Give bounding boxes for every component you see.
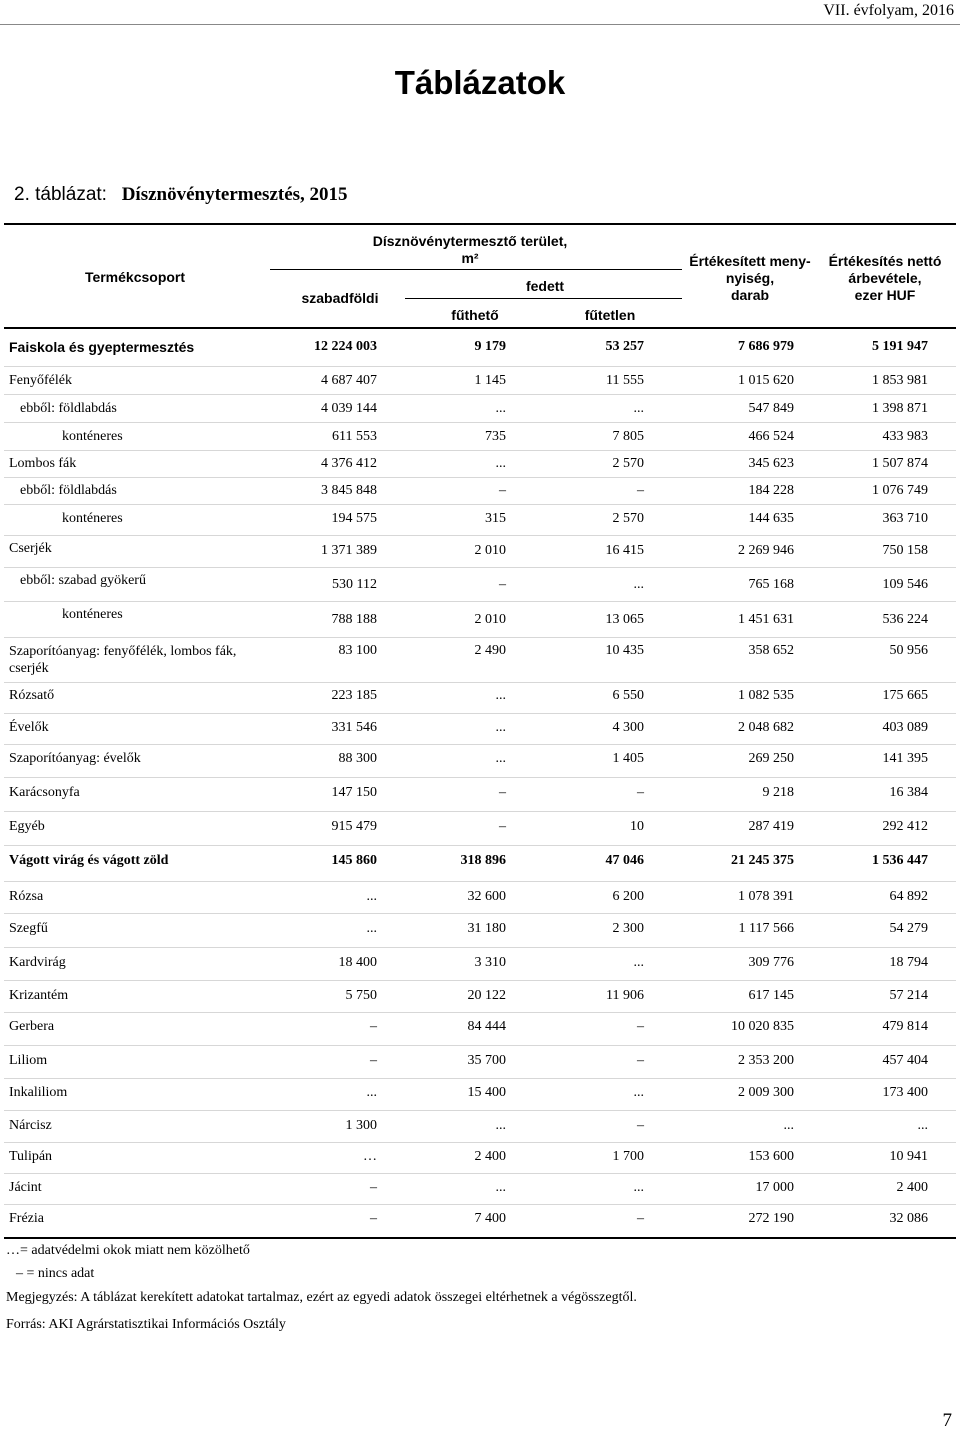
cell-futheto: – [499,785,506,800]
cell-mennyiseg: 1 015 620 [738,373,794,388]
cell-arbevetel: 16 384 [889,785,928,800]
cell-futetlen: – [637,1019,644,1034]
header-area-unit: m² [461,250,479,266]
cell-szabadfoldi: 83 100 [338,643,377,658]
cell-futetlen: 10 435 [605,643,644,658]
cell-futetlen: 53 257 [605,339,644,354]
journal-volume: VII. évfolyam, 2016 [823,2,954,19]
cell-arbevetel: ... [917,1118,928,1133]
cell-futetlen: – [637,1053,644,1068]
cell-mennyiseg: 184 228 [748,483,794,498]
row-divider [4,1142,956,1143]
cell-futheto: 318 896 [460,853,506,868]
cell-futheto: 735 [485,429,506,444]
cell-szabadfoldi: 4 376 412 [321,456,377,471]
cell-mennyiseg: 269 250 [748,751,794,766]
cell-arbevetel: 536 224 [882,612,928,627]
row-label: Rózsa [9,889,44,904]
cell-futetlen: – [637,1118,644,1133]
table-bottom-rule [4,1237,956,1239]
cell-futheto: ... [495,1118,506,1133]
row-divider [4,477,956,478]
cell-szabadfoldi: 915 479 [331,819,377,834]
cell-szabadfoldi: – [370,1211,377,1226]
cell-mennyiseg: 144 635 [748,511,794,526]
cell-mennyiseg: 153 600 [748,1149,794,1164]
row-label: Faiskola és gyeptermesztés [9,339,195,355]
cell-futheto: 15 400 [467,1085,506,1100]
header-rev-line-3: ezer HUF [854,287,916,303]
cell-szabadfoldi: 1 300 [345,1118,377,1133]
header-rev-line-2: árbevétele, [848,270,922,286]
header-arbevetel [810,253,960,304]
cell-futetlen: – [637,1211,644,1226]
cell-arbevetel: 109 546 [882,577,928,592]
row-label: Nárcisz [9,1118,52,1133]
cell-mennyiseg: 287 419 [748,819,794,834]
cell-arbevetel: 10 941 [889,1149,928,1164]
row-label: Kardvirág [9,955,66,970]
cell-futetlen: 11 555 [606,373,644,388]
cell-mennyiseg: 1 451 631 [738,612,794,627]
cell-futheto: 315 [485,511,506,526]
cell-futetlen: 4 300 [612,720,644,735]
cell-mennyiseg: 2 353 200 [738,1053,794,1068]
row-divider [4,1012,956,1013]
cell-futheto: – [499,483,506,498]
row-divider [4,450,956,451]
cell-szabadfoldi: – [370,1019,377,1034]
cell-arbevetel: 1 076 749 [872,483,928,498]
cell-futetlen: ... [633,955,644,970]
cell-futetlen: ... [633,577,644,592]
cell-arbevetel: 403 089 [882,720,928,735]
cell-futetlen: ... [633,401,644,416]
cell-szabadfoldi: 223 185 [331,688,377,703]
row-divider [4,913,956,914]
cell-mennyiseg: 547 849 [748,401,794,416]
row-divider [4,567,956,568]
page-title: Táblázatok [394,64,566,101]
cell-futetlen: 47 046 [605,853,644,868]
cell-futetlen: 13 065 [605,612,644,627]
cell-szabadfoldi: 4 687 407 [321,373,377,388]
row-label: Évelők [9,720,49,735]
row-label: Fenyőfélék [9,373,72,388]
row-divider [4,504,956,505]
cell-mennyiseg: ... [783,1118,794,1133]
cell-arbevetel: 1 507 874 [872,456,928,471]
cell-mennyiseg: 2 048 682 [738,720,794,735]
table-caption [14,184,348,206]
row-label: Lombos fák [9,456,77,471]
cell-futheto: 31 180 [467,921,506,936]
cell-futheto: ... [495,720,506,735]
row-divider [4,637,956,638]
header-futheto: fűthető [451,307,499,323]
header-fedett: fedett [525,278,565,294]
row-divider [4,394,956,395]
cell-mennyiseg: 765 168 [748,577,794,592]
cell-futheto: 9 179 [474,339,506,354]
cell-futetlen: ... [633,1180,644,1195]
cell-szabadfoldi: 611 553 [332,429,377,444]
cell-futheto: ... [495,1180,506,1195]
cell-futetlen: 6 550 [612,688,644,703]
row-label: ebből: szabad gyökerű [20,573,146,588]
table-top-rule [4,223,956,225]
header-qty-line-2: nyiség, [725,270,775,286]
cell-arbevetel: 363 710 [882,511,928,526]
cell-szabadfoldi: 5 750 [345,988,377,1003]
cell-szabadfoldi: 1 371 389 [321,543,377,558]
cell-futheto: 84 444 [467,1019,506,1034]
header-futetlen: fűtetlen [584,307,636,323]
cell-mennyiseg: 1 117 566 [738,921,794,936]
table-header-bottom-rule [4,327,956,329]
header-area-label: Dísznövénytermesztő terület, [372,233,568,249]
row-label: Jácint [9,1180,42,1195]
cell-szabadfoldi: 18 400 [338,955,377,970]
cell-futheto: 2 010 [474,543,506,558]
cell-mennyiseg: 1 082 535 [738,688,794,703]
cell-mennyiseg: 345 623 [748,456,794,471]
cell-arbevetel: 433 983 [882,429,928,444]
cell-futetlen: ... [633,1085,644,1100]
row-label: Egyéb [9,819,45,834]
cell-futheto: 2 490 [474,643,506,658]
row-divider [4,682,956,683]
cell-futheto: 2 400 [474,1149,506,1164]
cell-arbevetel: 750 158 [882,543,928,558]
cell-arbevetel: 292 412 [882,819,928,834]
cell-futetlen: 11 906 [606,988,644,1003]
note-source: Forrás: AKI Agrárstatisztikai Információs Osztály [6,1317,286,1332]
cell-futetlen: – [637,483,644,498]
cell-futheto: 3 310 [474,955,506,970]
cell-szabadfoldi: 145 860 [331,853,377,868]
cell-futheto: – [499,819,506,834]
cell-szabadfoldi: 12 224 003 [314,339,377,354]
row-divider [4,811,956,812]
cell-futetlen: 16 415 [605,543,644,558]
note-rounding: Megjegyzés: A táblázat kerekített adatokat tartalmaz, ezért az egyedi adatok összegei eltérhetnek a végösszegtől. [6,1290,637,1305]
cell-szabadfoldi: ... [366,1085,377,1100]
row-divider [4,1173,956,1174]
row-label: Tulipán [9,1149,53,1164]
cell-szabadfoldi: … [363,1149,377,1164]
cell-szabadfoldi: 530 112 [332,577,377,592]
row-divider [4,777,956,778]
row-divider [4,601,956,602]
row-divider [4,980,956,981]
cell-szabadfoldi: 194 575 [331,511,377,526]
cell-mennyiseg: 272 190 [748,1211,794,1226]
row-label: Szaporítóanyag: évelők [9,751,141,766]
cell-mennyiseg: 2 009 300 [738,1085,794,1100]
cell-futheto: 32 600 [467,889,506,904]
table-title: Dísznövénytermesztés, 2015 [121,184,348,205]
cell-futheto: – [499,577,506,592]
note-confidential: …= adatvédelmi okok miatt nem közölhető [6,1243,250,1258]
cell-futetlen: 7 805 [612,429,644,444]
page-number: 7 [942,1410,952,1431]
row-divider [4,1204,956,1205]
row-label: Liliom [9,1053,48,1068]
row-label: Rózsatő [9,688,55,703]
cell-mennyiseg: 466 524 [748,429,794,444]
header-termekcsoport: Termékcsoport [84,269,186,285]
row-label: Vágott virág és vágott zöld [9,853,169,868]
header-fedett-underline [405,298,682,299]
table-number: 2. táblázat: [14,184,107,205]
cell-futetlen: 10 [630,819,644,834]
cell-szabadfoldi: 3 845 848 [321,483,377,498]
row-divider [4,713,956,714]
note-no-data: – = nincs adat [16,1266,95,1281]
row-divider [4,366,956,367]
cell-futheto: 1 145 [474,373,506,388]
cell-szabadfoldi: 331 546 [331,720,377,735]
cell-futheto: 20 122 [467,988,506,1003]
cell-arbevetel: 50 956 [889,643,928,658]
header-area [370,233,570,267]
cell-futetlen: 2 570 [612,511,644,526]
row-label: Gerbera [9,1019,55,1034]
cell-arbevetel: 175 665 [882,688,928,703]
cell-mennyiseg: 358 652 [748,643,794,658]
cell-szabadfoldi: 4 039 144 [321,401,377,416]
row-divider [4,845,956,846]
row-divider [4,535,956,536]
row-label: Frézia [9,1211,44,1226]
cell-mennyiseg: 617 145 [748,988,794,1003]
cell-mennyiseg: 10 020 835 [731,1019,794,1034]
header-rule [0,24,960,25]
row-label: Szegfű [9,921,48,936]
cell-arbevetel: 1 536 447 [872,853,928,868]
cell-szabadfoldi: 147 150 [331,785,377,800]
cell-mennyiseg: 9 218 [762,785,794,800]
cell-arbevetel: 18 794 [889,955,928,970]
header-qty-line-3: darab [730,287,770,303]
row-label: konténeres [62,511,123,526]
cell-mennyiseg: 17 000 [755,1180,794,1195]
cell-futheto: ... [495,456,506,471]
cell-arbevetel: 64 892 [889,889,928,904]
row-label: Szaporítóanyag: fenyőfélék, lombos fák, cserjék [9,644,237,676]
row-divider [4,1045,956,1046]
cell-mennyiseg: 2 269 946 [738,543,794,558]
cell-futetlen: 2 300 [612,921,644,936]
cell-mennyiseg: 7 686 979 [738,339,794,354]
cell-futheto: 2 010 [474,612,506,627]
cell-futheto: ... [495,688,506,703]
cell-arbevetel: 1 853 981 [872,373,928,388]
header-szabadfoldi: szabadföldi [301,290,379,306]
cell-futetlen: 6 200 [612,889,644,904]
row-label: konténeres [62,429,123,444]
cell-mennyiseg: 309 776 [748,955,794,970]
row-divider [4,947,956,948]
row-divider [4,1110,956,1111]
cell-szabadfoldi: – [370,1053,377,1068]
cell-arbevetel: 141 395 [882,751,928,766]
row-label: Inkaliliom [9,1085,68,1100]
row-label: Krizantém [9,988,69,1003]
cell-futetlen: 2 570 [612,456,644,471]
row-divider [4,1078,956,1079]
cell-szabadfoldi: 788 188 [331,612,377,627]
cell-futheto: ... [495,751,506,766]
cell-futetlen: 1 405 [612,751,644,766]
cell-arbevetel: 5 191 947 [872,339,928,354]
cell-arbevetel: 457 404 [882,1053,928,1068]
cell-szabadfoldi: 88 300 [338,751,377,766]
cell-szabadfoldi: – [370,1180,377,1195]
cell-futheto: 7 400 [474,1211,506,1226]
cell-arbevetel: 32 086 [889,1211,928,1226]
cell-mennyiseg: 21 245 375 [731,853,794,868]
header-qty-line-1: Értékesített meny- [689,253,811,269]
cell-futetlen: – [637,785,644,800]
cell-szabadfoldi: ... [366,889,377,904]
cell-szabadfoldi: ... [366,921,377,936]
header-rev-line-1: Értékesítés nettó [828,253,942,269]
cell-futheto: ... [495,401,506,416]
cell-futheto: 35 700 [467,1053,506,1068]
row-divider [4,881,956,882]
cell-mennyiseg: 1 078 391 [738,889,794,904]
cell-arbevetel: 479 814 [882,1019,928,1034]
header-ertekesitett-mennyiseg [680,253,820,304]
row-label: ebből: földlabdás [20,401,117,416]
cell-arbevetel: 173 400 [882,1085,928,1100]
cell-arbevetel: 54 279 [889,921,928,936]
row-divider [4,744,956,745]
cell-futetlen: 1 700 [612,1149,644,1164]
header-area-underline [270,269,682,270]
row-label: Karácsonyfa [9,785,80,800]
row-label: ebből: földlabdás [20,483,117,498]
row-label: Cserjék [9,541,52,556]
cell-arbevetel: 2 400 [896,1180,928,1195]
row-label: konténeres [62,607,123,622]
cell-arbevetel: 57 214 [889,988,928,1003]
cell-arbevetel: 1 398 871 [872,401,928,416]
row-divider [4,422,956,423]
